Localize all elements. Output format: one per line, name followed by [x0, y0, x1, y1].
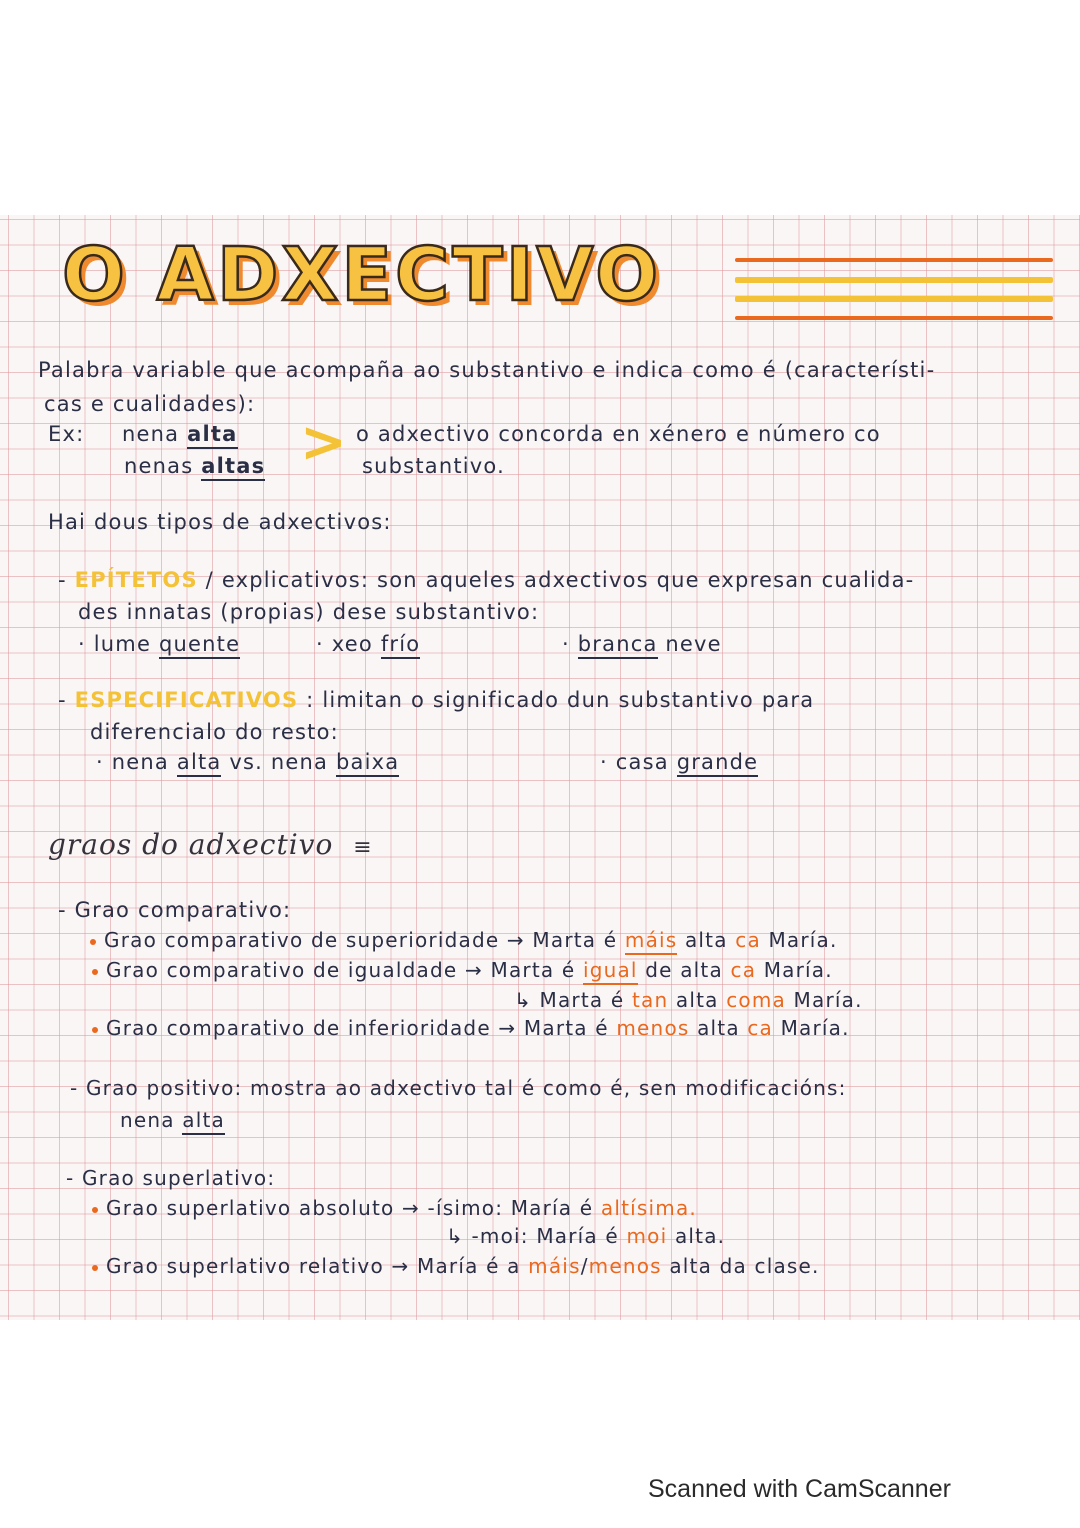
keyword: menos: [616, 1016, 690, 1040]
adjective: branca: [578, 632, 658, 659]
example-text: María.: [768, 928, 838, 952]
positivo-example: [120, 1108, 225, 1132]
example-text: Marta é: [532, 928, 618, 952]
grade-name: Grao comparativo de igualdade: [106, 958, 458, 982]
epitetos-line-2: des innatas (propias) dese substantivo:: [78, 600, 540, 624]
noun: neve: [665, 632, 722, 656]
intro-line-2: cas e cualidades):: [44, 392, 256, 416]
example-text: Marta é: [539, 988, 625, 1012]
scanner-watermark: Scanned with CamScanner: [648, 1475, 951, 1503]
example-text: de alta: [645, 958, 723, 982]
example-text: alta da clase.: [669, 1254, 820, 1278]
chevron-right-icon: >: [300, 410, 347, 475]
adjective: alta: [177, 750, 222, 777]
especificativos-line-2: diferencialo do resto:: [90, 720, 339, 744]
example-1: [122, 422, 238, 446]
especificativos-definition: : limitan o significado dun substantivo para: [306, 688, 815, 712]
example-text: Marta é: [490, 958, 576, 982]
noun: xeo: [331, 632, 373, 656]
example-label: Ex:: [48, 422, 85, 446]
noun: nena: [120, 1108, 175, 1132]
title-stripe: [735, 277, 1053, 283]
example-2-adjective: altas: [201, 454, 265, 481]
comparativo-inferioridade: Grao comparativo de inferioridade → Marta é menos alta ca María.: [92, 1016, 850, 1040]
superlativo-label: - Grao superlativo:: [66, 1166, 276, 1190]
epitetos-example-3: · branca neve: [562, 632, 722, 656]
adjective: grande: [677, 750, 759, 777]
title-stripe: [735, 296, 1053, 302]
keyword: ca: [735, 928, 761, 952]
especificativos-line-1: - ESPECIFICATIVOS : limitan o significado dun substantivo para: [58, 688, 815, 712]
especificativos-term: ESPECIFICATIVOS: [74, 688, 299, 712]
example-text: Marta é: [523, 1016, 609, 1040]
adjective: quente: [159, 632, 240, 659]
example-2: [124, 454, 265, 478]
keyword: coma: [726, 988, 786, 1012]
example-1-noun: nena: [122, 422, 180, 446]
example-2-noun: nenas: [124, 454, 194, 478]
positivo-line: - Grao positivo: mostra ao adxectivo tal é como é, sen modificacións:: [70, 1076, 847, 1100]
keyword: moi: [626, 1224, 668, 1248]
keyword: ca: [747, 1016, 773, 1040]
adjective: alta: [182, 1108, 225, 1135]
superlativo-absoluto-alt: ↳ -moi: María é moi alta.: [446, 1224, 726, 1248]
example-text: María.: [793, 988, 863, 1012]
especificativos-example-2: · casa grande: [600, 750, 758, 774]
superlativo-label-text: Grao superlativo:: [81, 1166, 276, 1190]
keyword: máis: [528, 1254, 581, 1278]
keyword: igual: [583, 958, 638, 985]
title-stripe: [735, 316, 1053, 320]
epitetos-example-2: · xeo frío: [316, 632, 420, 656]
keyword: altísima.: [600, 1196, 697, 1220]
agreement-note-line-2: substantivo.: [362, 454, 505, 478]
slash: /: [580, 1254, 589, 1278]
example-text: alta: [697, 1016, 740, 1040]
noun: nena: [270, 750, 329, 774]
example-text: alta: [675, 988, 719, 1012]
comparativo-superioridade: Grao comparativo de superioridade → Marta é máis alta ca María.: [90, 928, 838, 952]
example-text: alta.: [674, 1224, 726, 1248]
positivo-definition: mostra ao adxectivo tal é como é, sen modificacións:: [250, 1076, 847, 1100]
section-heading: graos do adxectivo ≡: [48, 828, 373, 861]
grade-name: Grao comparativo de superioridade: [104, 928, 500, 952]
grade-name: Grao superlativo absoluto: [106, 1196, 395, 1220]
comparativo-igualdade: Grao comparativo de igualdade → Marta é igual de alta ca María.: [92, 958, 833, 982]
keyword: menos: [588, 1254, 662, 1278]
keyword: ca: [730, 958, 757, 982]
intro-line-1: Palabra variable que acompaña ao substantivo e indica como é (característi-: [38, 358, 936, 382]
noun: lume: [93, 632, 152, 656]
section-heading-text: graos do adxectivo: [48, 828, 334, 861]
superlativo-absoluto: Grao superlativo absoluto → -ísimo: María é altísima.: [92, 1196, 697, 1220]
adjective: baixa: [336, 750, 399, 777]
comparativo-label: - Grao comparativo:: [58, 898, 292, 922]
epitetos-term: EPÍTETOS: [74, 568, 198, 592]
epitetos-line-1: - EPÍTETOS / explicativos: son aqueles adxectivos que expresan cualida-: [58, 568, 915, 592]
suffix: -moi:: [471, 1224, 529, 1248]
superlativo-relativo: Grao superlativo relativo → María é a máis/menos alta da clase.: [92, 1254, 820, 1278]
example-1-adjective: alta: [187, 422, 237, 449]
example-text: María é a: [416, 1254, 521, 1278]
comparativo-label-text: Grao comparativo:: [74, 898, 292, 922]
noun: nena: [111, 750, 169, 774]
epitetos-example-1: · lume quente: [78, 632, 240, 656]
page-title: O ADXECTIVO: [62, 232, 662, 318]
noun: casa: [615, 750, 669, 774]
suffix: -ísimo:: [427, 1196, 504, 1220]
especificativos-example-1: · nena alta vs. nena baixa: [96, 750, 399, 774]
example-text: María é: [536, 1224, 619, 1248]
title-stripe: [735, 258, 1053, 262]
example-text: María é: [510, 1196, 594, 1220]
adjective: frío: [381, 632, 421, 659]
example-text: María.: [763, 958, 833, 982]
grade-name: Grao comparativo de inferioridade: [106, 1016, 491, 1040]
epitetos-definition: / explicativos: son aqueles adxectivos que expresan cualida-: [205, 568, 915, 592]
positivo-label: Grao positivo:: [85, 1076, 243, 1100]
versus: vs.: [229, 750, 264, 774]
comparativo-igualdade-alt: ↳ Marta é tan alta coma María.: [514, 988, 863, 1012]
keyword: tan: [631, 988, 669, 1012]
example-text: María.: [780, 1016, 850, 1040]
agreement-note-line-1: o adxectivo concorda en xénero e número co: [356, 422, 881, 446]
example-text: alta: [684, 928, 728, 952]
types-intro: Hai dous tipos de adxectivos:: [48, 510, 392, 534]
grade-name: Grao superlativo relativo: [106, 1254, 384, 1278]
keyword: máis: [625, 928, 678, 955]
